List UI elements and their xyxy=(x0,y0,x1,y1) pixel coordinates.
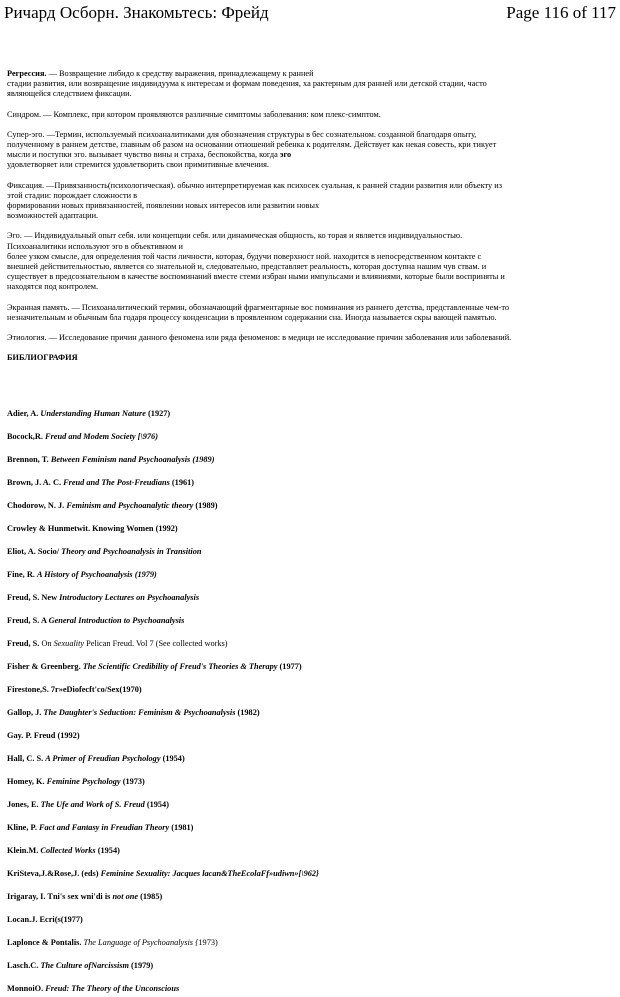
bibliography-entry: Adier, A. Understanding Human Nature (1927) xyxy=(7,409,171,418)
bibliography-entry: Brennon, T. Between Feminism nand Psychoanalysis (1989) xyxy=(7,455,215,464)
glossary-syndrome: Синдром. — Комплекс, при котором проявляются различные симптомы заболевания: ком плекс-симптом. xyxy=(7,109,381,119)
bibliography-entry: Lasch.C. The Culture ofNarcissism (1979) xyxy=(7,961,154,970)
bibliography-entry: Firestone,S. 7r»eDiofecft'co/Sex(1970) xyxy=(7,685,142,694)
bibliography-entry: Fine, R. A History of Psychoanalysis (1979) xyxy=(7,570,157,579)
bibliography-entry: Kline, P. Fact and Fantasy in Freudian Theory (1981) xyxy=(7,823,194,832)
bibliography-entry: Freud, S. On Sexuality Pelican Freud. Vol 7 (See collected works) xyxy=(7,639,228,648)
bibliography-heading: БИБЛИОГРАФИЯ xyxy=(7,353,78,363)
bibliography-entry: Gay. P. Freud (1992) xyxy=(7,731,80,740)
bibliography-entry: Hall, C. S. A Primer of Freudian Psychology (1954) xyxy=(7,754,185,763)
bibliography-entry: Irigaray, I. Tni's sex wni'di is not one (1985) xyxy=(7,892,163,901)
bibliography-entry: Bocock,R. Freud and Modem Society [\976) xyxy=(7,432,158,441)
bibliography-entry: Homey, K. Feminine Psychology (1973) xyxy=(7,777,145,786)
bibliography-entry: Gallop, J. The Daughter's Seduction: Feminism & Psychoanalysis (1982) xyxy=(7,708,260,717)
bibliography-entry: KriSteva,J.&Rose,J. (eds) Feminine Sexuality: Jacques lacan&TheEcolaFf»udiwn»[\962} xyxy=(7,869,319,878)
bibliography-entry: Freud, S. New Introductory Lectures on Psychoanalysis xyxy=(7,593,200,602)
bibliography-entry: Crowley & Hunmetwit. Knowing Women (1992) xyxy=(7,524,178,533)
document-body xyxy=(7,69,614,363)
glossary-ego: Эго. — Индивидуальный опыт себя. или концепции себя. или динамическая общность, ко торая и является индивидуальностью. Психоаналитики используют эго в объективном и более узком смысле, для определения той части личности, которая, будучи поверхност ной. находится в непосредственном контакте с внешней действительностью, является со знательной и, следовательно, представляет реальность, которая доступна нашим чув ствам. и существует в предсознательном в качестве воспоминаний вместе стеми избран ными импульсами и влияниями, которые были восприняты и находятся под контролем. xyxy=(7,231,505,292)
page-header xyxy=(4,2,616,24)
bibliography-entry: Chodorow, N. J. Feminism and Psychoanalytic theory (1989) xyxy=(7,501,218,510)
document-title: Ричард Осборн. Знакомьтесь: Фрейд xyxy=(4,3,269,22)
bibliography-entry: Eliot, A. Socio/ Theory and Psychoanalysis in Transition xyxy=(7,547,202,556)
glossary-fixation: Фиксация. —Привязанность(психологическая). обычно интерпретируемая как психосек суальная, к ранней стадии развития или объекту из этой стадии: порождает сложности в формировании новых привязанностей, появлении новых интересов или развитии новых возможностей адаптации. xyxy=(7,180,502,221)
glossary-screen-memory: Экранная память. — Психоаналитический термин, обозначающий фрагментарные вос поминания из раннего детства, представленные чем-то незначительным и обычным бла годаря процессу конденсации в проявленном содержании сна. Иногда называется скры вающей памятью. xyxy=(7,302,510,322)
bibliography-entry: Laplonce & Pontalis. The Language of Psychoanalysis {1973) xyxy=(7,938,218,947)
bibliography-entry: Fisher & Greenberg. The Scientific Credibility of Freud's Theories & Therapy (1977) xyxy=(7,662,302,671)
bibliography-entry: Brown, J. A. C. Freud and The Post-Freudians (1961) xyxy=(7,478,195,487)
bibliography-entry: Jones, E. The Ufe and Work of S. Freud (1954) xyxy=(7,800,169,809)
bibliography-entry: Klein.M. Collected Works (1954) xyxy=(7,846,120,855)
glossary-regression: Регрессия. — Возвращение либидо к средству выражения, принадлежащему к ранней стадии развития, или возвращение индивидуума к интересам и формам поведения, ха рактерным для ранней или детской стадии, часто являющейся следствием фиксации. xyxy=(7,69,487,99)
bibliography-entry: Locan.J. Ecri(s(1977) xyxy=(7,915,83,924)
glossary-etiology: Этиология. — Исследование причин данного феномена или ряда феноменов: в медици не исследование причин заболевания или заболеваний. xyxy=(7,333,512,343)
page-indicator: Page 116 of 117 xyxy=(506,3,616,22)
glossary-superego: Супер-эго. —Термин, используемый психоаналитиками для обозначения структуры в бес сознательном. созданной благодаря опыту, полученному в раннем детстве, главным об разом на основании отношений ребенка к родителям. Действует как некая совесть, кри тикует мысли и поступки эго. вызывает чувство вины и страха, беспокойства, когда эго удовлетворяет или стремится удовлетворить свои примитивные влечения. xyxy=(7,129,497,170)
bibliography-entry: MonnoiO. Freud: The Theory of the Unconscious xyxy=(7,984,180,993)
bibliography-entry: Freud, S. A General Introduction to Psychoanalysis xyxy=(7,616,185,625)
term-regression: Регрессия. xyxy=(7,69,47,78)
